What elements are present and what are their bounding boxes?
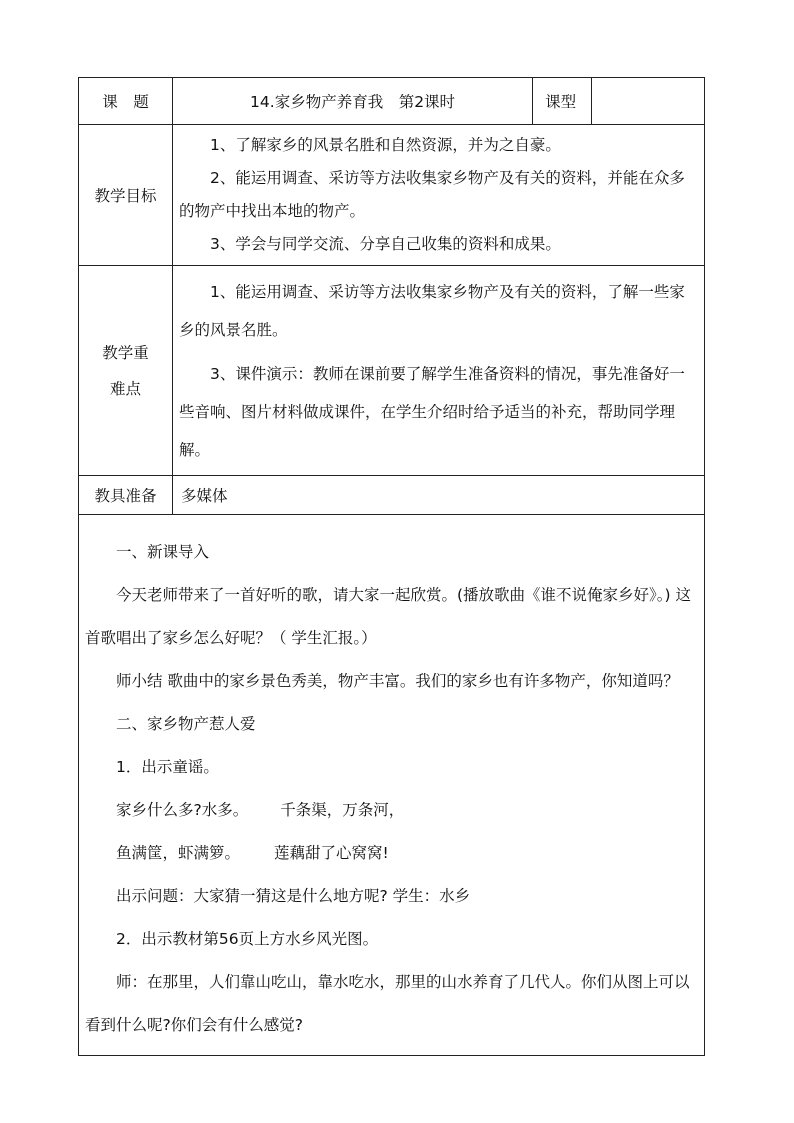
difficulty-item: 3、课件演示：教师在课前要了解学生准备资料的情况，事先准备好一些音响、图片材料做成课件，在学生介绍时给予适当的补充，帮助同学理解。 bbox=[179, 364, 685, 459]
type-label: 课型 bbox=[533, 78, 592, 125]
topic-row bbox=[79, 78, 705, 125]
paragraph: 师小结 歌曲中的家乡景色秀美，物产丰富。我们的家乡也有许多物产，你知道吗？ bbox=[116, 672, 679, 690]
goal-item: 1、了解家乡的风景名胜和自然资源，并为之自豪。 bbox=[210, 136, 561, 154]
tools-row bbox=[79, 476, 705, 515]
rhyme-line bbox=[85, 789, 698, 832]
goals-row bbox=[79, 125, 705, 266]
paragraph: 出示问题：大家猜一猜这是什么地方呢? 学生：水乡 bbox=[116, 887, 471, 905]
lesson-body-row bbox=[79, 515, 705, 1056]
rhyme-line bbox=[85, 832, 698, 875]
rhyme-text: 家乡什么多?水多。 bbox=[116, 801, 249, 819]
goal-item: 2、能运用调查、采访等方法收集家乡物产及有关的资料，并能在众多的物产中找出本地的物产。 bbox=[179, 169, 685, 220]
topic-label: 课 题 bbox=[79, 78, 173, 125]
difficulty-row bbox=[79, 266, 705, 476]
difficulty-item: 1、能运用调查、采访等方法收集家乡物产及有关的资料，了解一些家乡的风景名胜。 bbox=[179, 282, 685, 339]
difficulty-label bbox=[79, 266, 173, 476]
list-item: 1．出示童谣。 bbox=[116, 758, 219, 776]
topic-value: 14.家乡物产养育我 第2课时 bbox=[173, 78, 533, 125]
section-heading: 二、家乡物产惹人爱 bbox=[116, 715, 256, 733]
tools-value: 多媒体 bbox=[173, 476, 705, 515]
lesson-body-cell bbox=[79, 515, 705, 1056]
goal-item: 3、学会与同学交流、分享自己收集的资料和成果。 bbox=[210, 235, 561, 253]
list-item: 2．出示教材第56页上方水乡风光图。 bbox=[116, 930, 379, 948]
goals-cell bbox=[173, 125, 705, 266]
type-value bbox=[591, 78, 704, 125]
goals-label: 教学目标 bbox=[79, 125, 173, 266]
section-heading: 一、新课导入 bbox=[116, 543, 210, 561]
paragraph: 今天老师带来了一首好听的歌，请大家一起欣赏。(播放歌曲《谁不说俺家乡好》。) 这首歌唱出了家乡怎么好呢？（ 学生汇报。） bbox=[85, 586, 692, 647]
tools-label: 教具准备 bbox=[79, 476, 173, 515]
rhyme-text: 莲藕甜了心窝窝! bbox=[274, 844, 389, 862]
difficulty-label-line1: 教学重 bbox=[102, 343, 149, 362]
difficulty-label-line2: 难点 bbox=[110, 379, 142, 398]
rhyme-text: 千条渠，万条河， bbox=[280, 801, 405, 819]
difficulty-cell bbox=[173, 266, 705, 476]
rhyme-text: 鱼满筐，虾满箩。 bbox=[116, 844, 241, 862]
paragraph: 师：在那里，人们靠山吃山，靠水吃水，那里的山水养育了几代人。你们从图上可以看到什么呢?你们会有什么感觉? bbox=[85, 973, 690, 1034]
lesson-plan-table bbox=[78, 77, 705, 1056]
